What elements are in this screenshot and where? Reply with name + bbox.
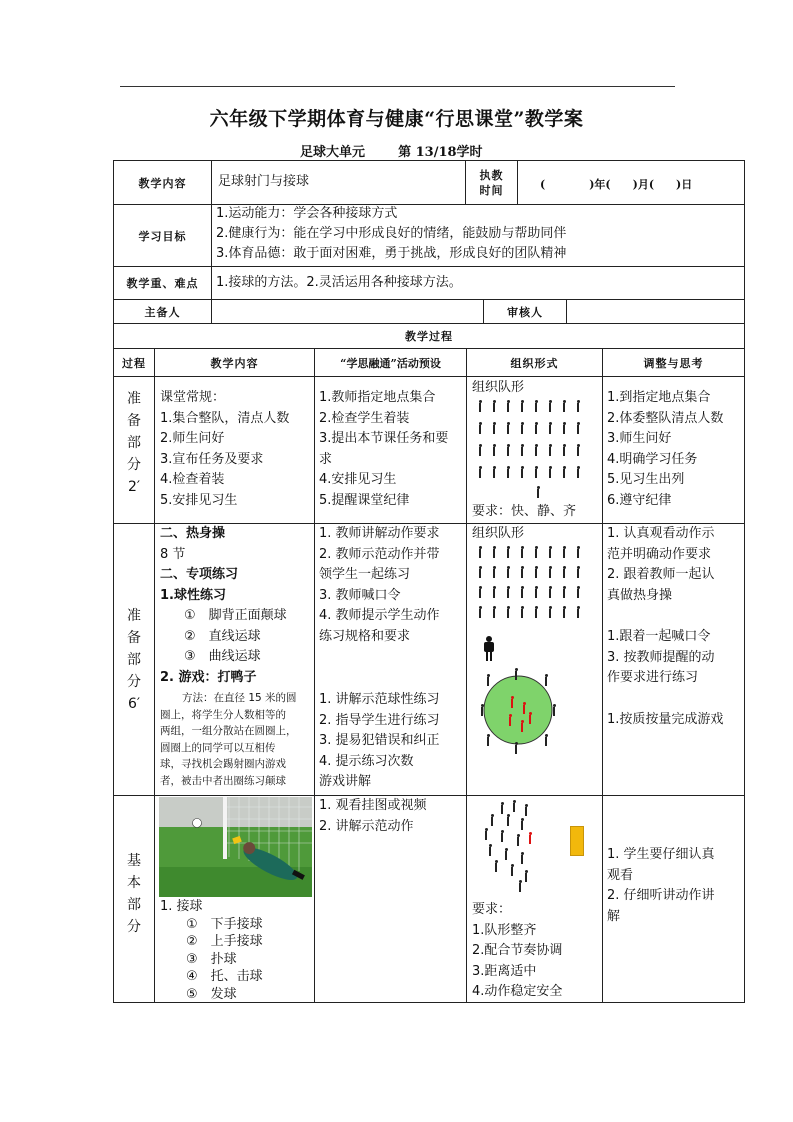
student-figure-icon	[522, 702, 526, 714]
student-figure-icon	[548, 444, 552, 456]
game-desc-line: 两组，一组分散站在圆圈上，	[160, 725, 297, 737]
student-figure-icon	[548, 606, 552, 618]
reflection-line: 1. 认真观看动作示	[607, 526, 715, 541]
catch-item: ① 下手接球	[186, 916, 263, 932]
catch-item: ③ 扑球	[186, 951, 237, 967]
student-figure-icon	[548, 466, 552, 478]
student-figure-icon	[576, 422, 580, 434]
time-label-2: 时间	[479, 184, 504, 197]
goal-item: 1.运动能力：学会各种接球方式	[216, 206, 398, 221]
student-figure-icon	[562, 586, 566, 598]
row2-formation-diagram	[474, 546, 598, 622]
student-figure-icon	[548, 566, 552, 578]
activity-line: 游戏讲解	[319, 774, 372, 789]
col-header-activity: “学思融通”活动预设	[340, 356, 441, 370]
student-figure-icon	[520, 546, 524, 558]
reflection-line: 观看	[607, 867, 634, 883]
activity-line: 2. 讲解示范动作	[319, 818, 414, 834]
teacher-figure-icon	[484, 636, 494, 662]
warmup-title: 二、热身操	[160, 526, 226, 541]
student-figure-icon	[478, 400, 482, 412]
student-figure-icon	[506, 606, 510, 618]
special-title: 二、专项练习	[160, 567, 239, 582]
ball-practice-title: 1.球性练习	[160, 587, 226, 603]
reflection-line: 1. 学生要仔细认真	[607, 847, 715, 862]
content-label: 教学内容	[138, 176, 187, 190]
student-figure-icon	[478, 444, 482, 456]
student-figure-icon	[520, 818, 524, 830]
student-figure-icon	[552, 704, 556, 716]
student-figure-icon	[520, 852, 524, 864]
row3-content	[160, 898, 263, 1003]
stage-char: 分	[127, 674, 141, 690]
top-rule	[120, 86, 675, 87]
key-value: 1.接球的方法。2.灵活运用各种接球方法。	[216, 275, 462, 290]
activity-line: 4. 教师提示学生动作	[319, 608, 440, 623]
content-line: 3.宣布任务及要求	[160, 451, 264, 467]
content-line: 4.检查着装	[160, 472, 225, 487]
goalkeeper-photo-graphic	[159, 797, 312, 897]
student-figure-icon	[514, 668, 518, 680]
key-label: 教学重、难点	[126, 277, 199, 290]
student-figure-icon	[500, 830, 504, 842]
row1-activity	[319, 388, 448, 511]
reflection-line: 解	[607, 908, 621, 924]
reflection-line: 2. 仔细听讲动作讲	[607, 888, 715, 903]
student-figure-icon	[544, 674, 548, 686]
requirement-line: 要求：	[472, 902, 512, 917]
student-figure-icon	[506, 566, 510, 578]
student-figure-icon	[520, 444, 524, 456]
stage-char: 本	[127, 875, 141, 891]
student-figure-icon	[514, 742, 518, 754]
activity-line: 3. 提易犯错误和纠正	[319, 733, 440, 748]
row2-reflection-b	[607, 627, 715, 689]
student-figure-icon	[528, 832, 532, 844]
student-figure-icon	[548, 400, 552, 412]
student-figure-icon	[492, 586, 496, 598]
activity-line: 2.检查学生着装	[319, 410, 410, 426]
student-figure-icon	[506, 466, 510, 478]
reflection-line: 2. 跟着教师一起认	[607, 567, 715, 582]
student-figure-icon	[516, 834, 520, 846]
time-value: ( )年( )月( )日	[540, 178, 693, 191]
process-label: 教学过程	[405, 330, 453, 343]
catch-item: ⑤ 发球	[186, 986, 237, 1002]
row2-activity-a	[319, 524, 440, 647]
student-figure-icon	[492, 466, 496, 478]
student-figure-icon	[524, 870, 528, 882]
row1-reflection	[607, 388, 723, 511]
student-figure-icon	[576, 466, 580, 478]
reviewer-label: 审核人	[507, 305, 543, 319]
game-desc-line: 圆圈上的同学可以互相传	[160, 741, 276, 754]
requirement-line: 4.动作稳定安全	[472, 984, 563, 999]
activity-line: 4. 提示练习次数	[319, 753, 414, 769]
requirement-line: 1.队形整齐	[472, 922, 537, 938]
catch-title: 1. 接球	[160, 899, 203, 914]
goalkeeper-photo	[159, 797, 312, 897]
row2-reflection-a	[607, 524, 715, 606]
warmup-count: 8 节	[160, 546, 186, 562]
student-figure-icon	[518, 880, 522, 892]
student-figure-icon	[520, 422, 524, 434]
student-figure-icon	[548, 546, 552, 558]
student-figure-icon	[478, 546, 482, 558]
content-line: 2.师生问好	[160, 431, 225, 446]
student-figure-icon	[562, 466, 566, 478]
goal-item: 3.体育品德：敢于面对困难，勇于挑战，形成良好的团队精神	[216, 246, 567, 261]
student-figure-icon	[544, 734, 548, 746]
student-figure-icon	[500, 802, 504, 814]
stage-char: 部	[127, 435, 141, 451]
student-figure-icon	[486, 734, 490, 746]
row3-reflection	[607, 845, 715, 927]
student-figure-icon	[478, 586, 482, 598]
goal-label: 学习目标	[138, 229, 187, 243]
student-figure-icon	[524, 804, 528, 816]
game-description	[160, 690, 297, 789]
student-figure-icon	[512, 800, 516, 812]
stage-char: 准	[127, 391, 141, 407]
goal-item: 2.健康行为：能在学习中形成良好的情绪，能鼓励与帮助同伴	[216, 226, 567, 241]
catch-item: ② 上手接球	[186, 934, 263, 949]
student-figure-icon	[478, 606, 482, 618]
row3-activity	[319, 796, 427, 837]
student-figure-icon	[562, 566, 566, 578]
student-figure-icon	[506, 546, 510, 558]
ball-practice-item: ③ 曲线运球	[184, 649, 261, 664]
student-figure-icon	[520, 466, 524, 478]
preparer-label: 主备人	[144, 305, 181, 319]
student-figure-icon	[492, 422, 496, 434]
content-line: 5.安排见习生	[160, 492, 238, 508]
row2-activity-b	[319, 690, 440, 793]
document-title: 六年级下学期体育与健康“行思课堂”教学案	[209, 108, 584, 130]
game-desc-line: 球，寻找机会踢射圈内游戏	[160, 758, 286, 770]
student-figure-icon	[534, 422, 538, 434]
student-figure-icon	[562, 422, 566, 434]
student-figure-icon	[576, 566, 580, 578]
content-line: 课堂常规：	[160, 390, 226, 405]
activity-line: 5.提醒课堂纪律	[319, 492, 410, 508]
student-figure-icon	[478, 422, 482, 434]
student-figure-icon	[510, 864, 514, 876]
col-header-content: 教学内容	[210, 356, 259, 370]
reflection-line: 4.明确学习任务	[607, 451, 698, 467]
requirement-line: 3.距离适中	[472, 963, 537, 979]
student-figure-icon	[534, 400, 538, 412]
student-figure-icon	[534, 586, 538, 598]
reflection-line: 5.见习生出列	[607, 472, 685, 487]
activity-line: 2. 教师示范动作并带	[319, 546, 440, 562]
student-figure-icon	[506, 400, 510, 412]
student-figure-icon	[506, 586, 510, 598]
row2-stage	[116, 605, 152, 715]
student-figure-icon	[520, 586, 524, 598]
game-desc-line: 圈上，将学生分人数相等的	[160, 708, 286, 721]
student-figure-icon	[534, 546, 538, 558]
goals-list	[216, 204, 566, 264]
student-figure-icon	[510, 696, 514, 708]
reflection-line: 1.到指定地点集合	[607, 390, 711, 405]
game-desc-line: 者，被击中者出圈练习颠球	[160, 774, 286, 787]
student-figure-icon	[534, 566, 538, 578]
unit-name: 足球大单元	[300, 145, 366, 160]
student-figure-icon	[490, 814, 494, 826]
stage-char: 分	[127, 457, 141, 473]
stage-duration: 6′	[127, 696, 141, 712]
activity-line: 3. 教师喊口令	[319, 587, 401, 603]
reflection-line: 作要求进行练习	[607, 670, 699, 685]
reflection-line: 6.遵守纪律	[607, 492, 672, 508]
stage-char: 基	[127, 853, 141, 869]
activity-line: 求	[319, 451, 333, 467]
student-figure-icon	[548, 586, 552, 598]
reflection-line: 范并明确动作要求	[607, 546, 712, 562]
unit-line	[300, 141, 483, 160]
student-figure-icon	[486, 674, 490, 686]
reflection-line: 2.体委整队清点人数	[607, 410, 724, 426]
student-figure-icon	[506, 444, 510, 456]
stage-char: 备	[127, 630, 141, 646]
student-figure-icon	[562, 444, 566, 456]
activity-line: 1.教师指定地点集合	[319, 390, 436, 405]
activity-line: 2. 指导学生进行练习	[319, 712, 440, 728]
student-figure-icon	[508, 714, 512, 726]
student-figure-icon	[484, 828, 488, 840]
student-figure-icon	[506, 814, 510, 826]
lesson-number: 第 13/18学时	[398, 145, 483, 160]
student-figure-icon	[478, 466, 482, 478]
student-figure-icon	[494, 860, 498, 872]
ball-practice-item: ② 直线运球	[184, 628, 261, 644]
catch-item: ④ 托、击球	[186, 969, 263, 984]
student-figure-icon	[536, 486, 540, 498]
stage-char: 准	[127, 608, 141, 624]
student-figure-icon	[492, 566, 496, 578]
activity-line: 领学生一起练习	[319, 567, 411, 582]
student-figure-icon	[492, 546, 496, 558]
reflection-line: 3.师生问好	[607, 431, 672, 446]
ball-practice-item: ① 脚背正面颠球	[184, 608, 287, 623]
content-value: 足球射门与接球	[218, 174, 310, 189]
activity-line: 1. 讲解示范球性练习	[319, 692, 440, 707]
row3-stage	[116, 850, 152, 938]
student-figure-icon	[562, 400, 566, 412]
student-figure-icon	[548, 422, 552, 434]
student-figure-icon	[576, 444, 580, 456]
row2-reflection-c: 1.按质按量完成游戏	[607, 712, 724, 727]
row2-org-title: 组织队形	[472, 526, 525, 541]
reflection-line: 1.跟着一起喊口令	[607, 629, 711, 644]
student-figure-icon	[576, 400, 580, 412]
stage-duration: 2′	[127, 479, 141, 495]
activity-line: 4.安排见习生	[319, 472, 397, 487]
row1-org-requirement: 要求：快、静、齐	[472, 504, 577, 519]
stage-char: 部	[127, 897, 141, 913]
activity-line: 1. 观看挂图或视频	[319, 798, 427, 813]
game-title: 2. 游戏：打鸭子	[160, 669, 257, 685]
game-circle-diagram	[480, 672, 556, 748]
col-header-organization: 组织形式	[510, 356, 559, 370]
col-header-stage: 过程	[122, 356, 146, 370]
student-figure-icon	[520, 566, 524, 578]
row1-stage	[116, 388, 152, 498]
student-figure-icon	[478, 566, 482, 578]
student-figure-icon	[492, 400, 496, 412]
student-figure-icon	[576, 546, 580, 558]
student-figure-icon	[504, 848, 508, 860]
stage-char: 分	[127, 919, 141, 935]
student-figure-icon	[520, 400, 524, 412]
student-figure-icon	[488, 844, 492, 856]
game-desc-line: 方法：在直径 15 米的圆	[182, 692, 297, 704]
student-figure-icon	[520, 606, 524, 618]
student-figure-icon	[520, 720, 524, 732]
student-figure-icon	[576, 606, 580, 618]
row3-org-requirement	[472, 900, 562, 1003]
student-figure-icon	[562, 546, 566, 558]
student-figure-icon	[480, 704, 484, 716]
activity-line: 1. 教师讲解动作要求	[319, 526, 440, 541]
row1-content	[160, 388, 289, 511]
goal-marker-icon	[570, 826, 584, 856]
content-line: 1.集合整队，清点人数	[160, 410, 290, 426]
reflection-line: 3. 按教师提醒的动	[607, 649, 715, 665]
time-label-1: 执教	[479, 169, 504, 182]
stage-char: 备	[127, 413, 141, 429]
student-figure-icon	[534, 606, 538, 618]
student-figure-icon	[506, 422, 510, 434]
student-figure-icon	[528, 712, 532, 724]
row1-org-title: 组织队形	[472, 380, 525, 395]
reflection-line: 真做热身操	[607, 587, 673, 603]
student-figure-icon	[492, 606, 496, 618]
requirement-line: 2.配合节奏协调	[472, 943, 563, 958]
stage-char: 部	[127, 652, 141, 668]
student-figure-icon	[576, 586, 580, 598]
student-figure-icon	[534, 466, 538, 478]
col-header-reflection: 调整与思考	[643, 356, 704, 370]
student-figure-icon	[492, 444, 496, 456]
activity-line: 3.提出本节课任务和要	[319, 431, 449, 446]
activity-line: 练习规格和要求	[319, 628, 411, 644]
student-figure-icon	[562, 606, 566, 618]
row1-formation-diagram	[474, 400, 598, 500]
row2-content	[160, 524, 287, 688]
student-figure-icon	[534, 444, 538, 456]
